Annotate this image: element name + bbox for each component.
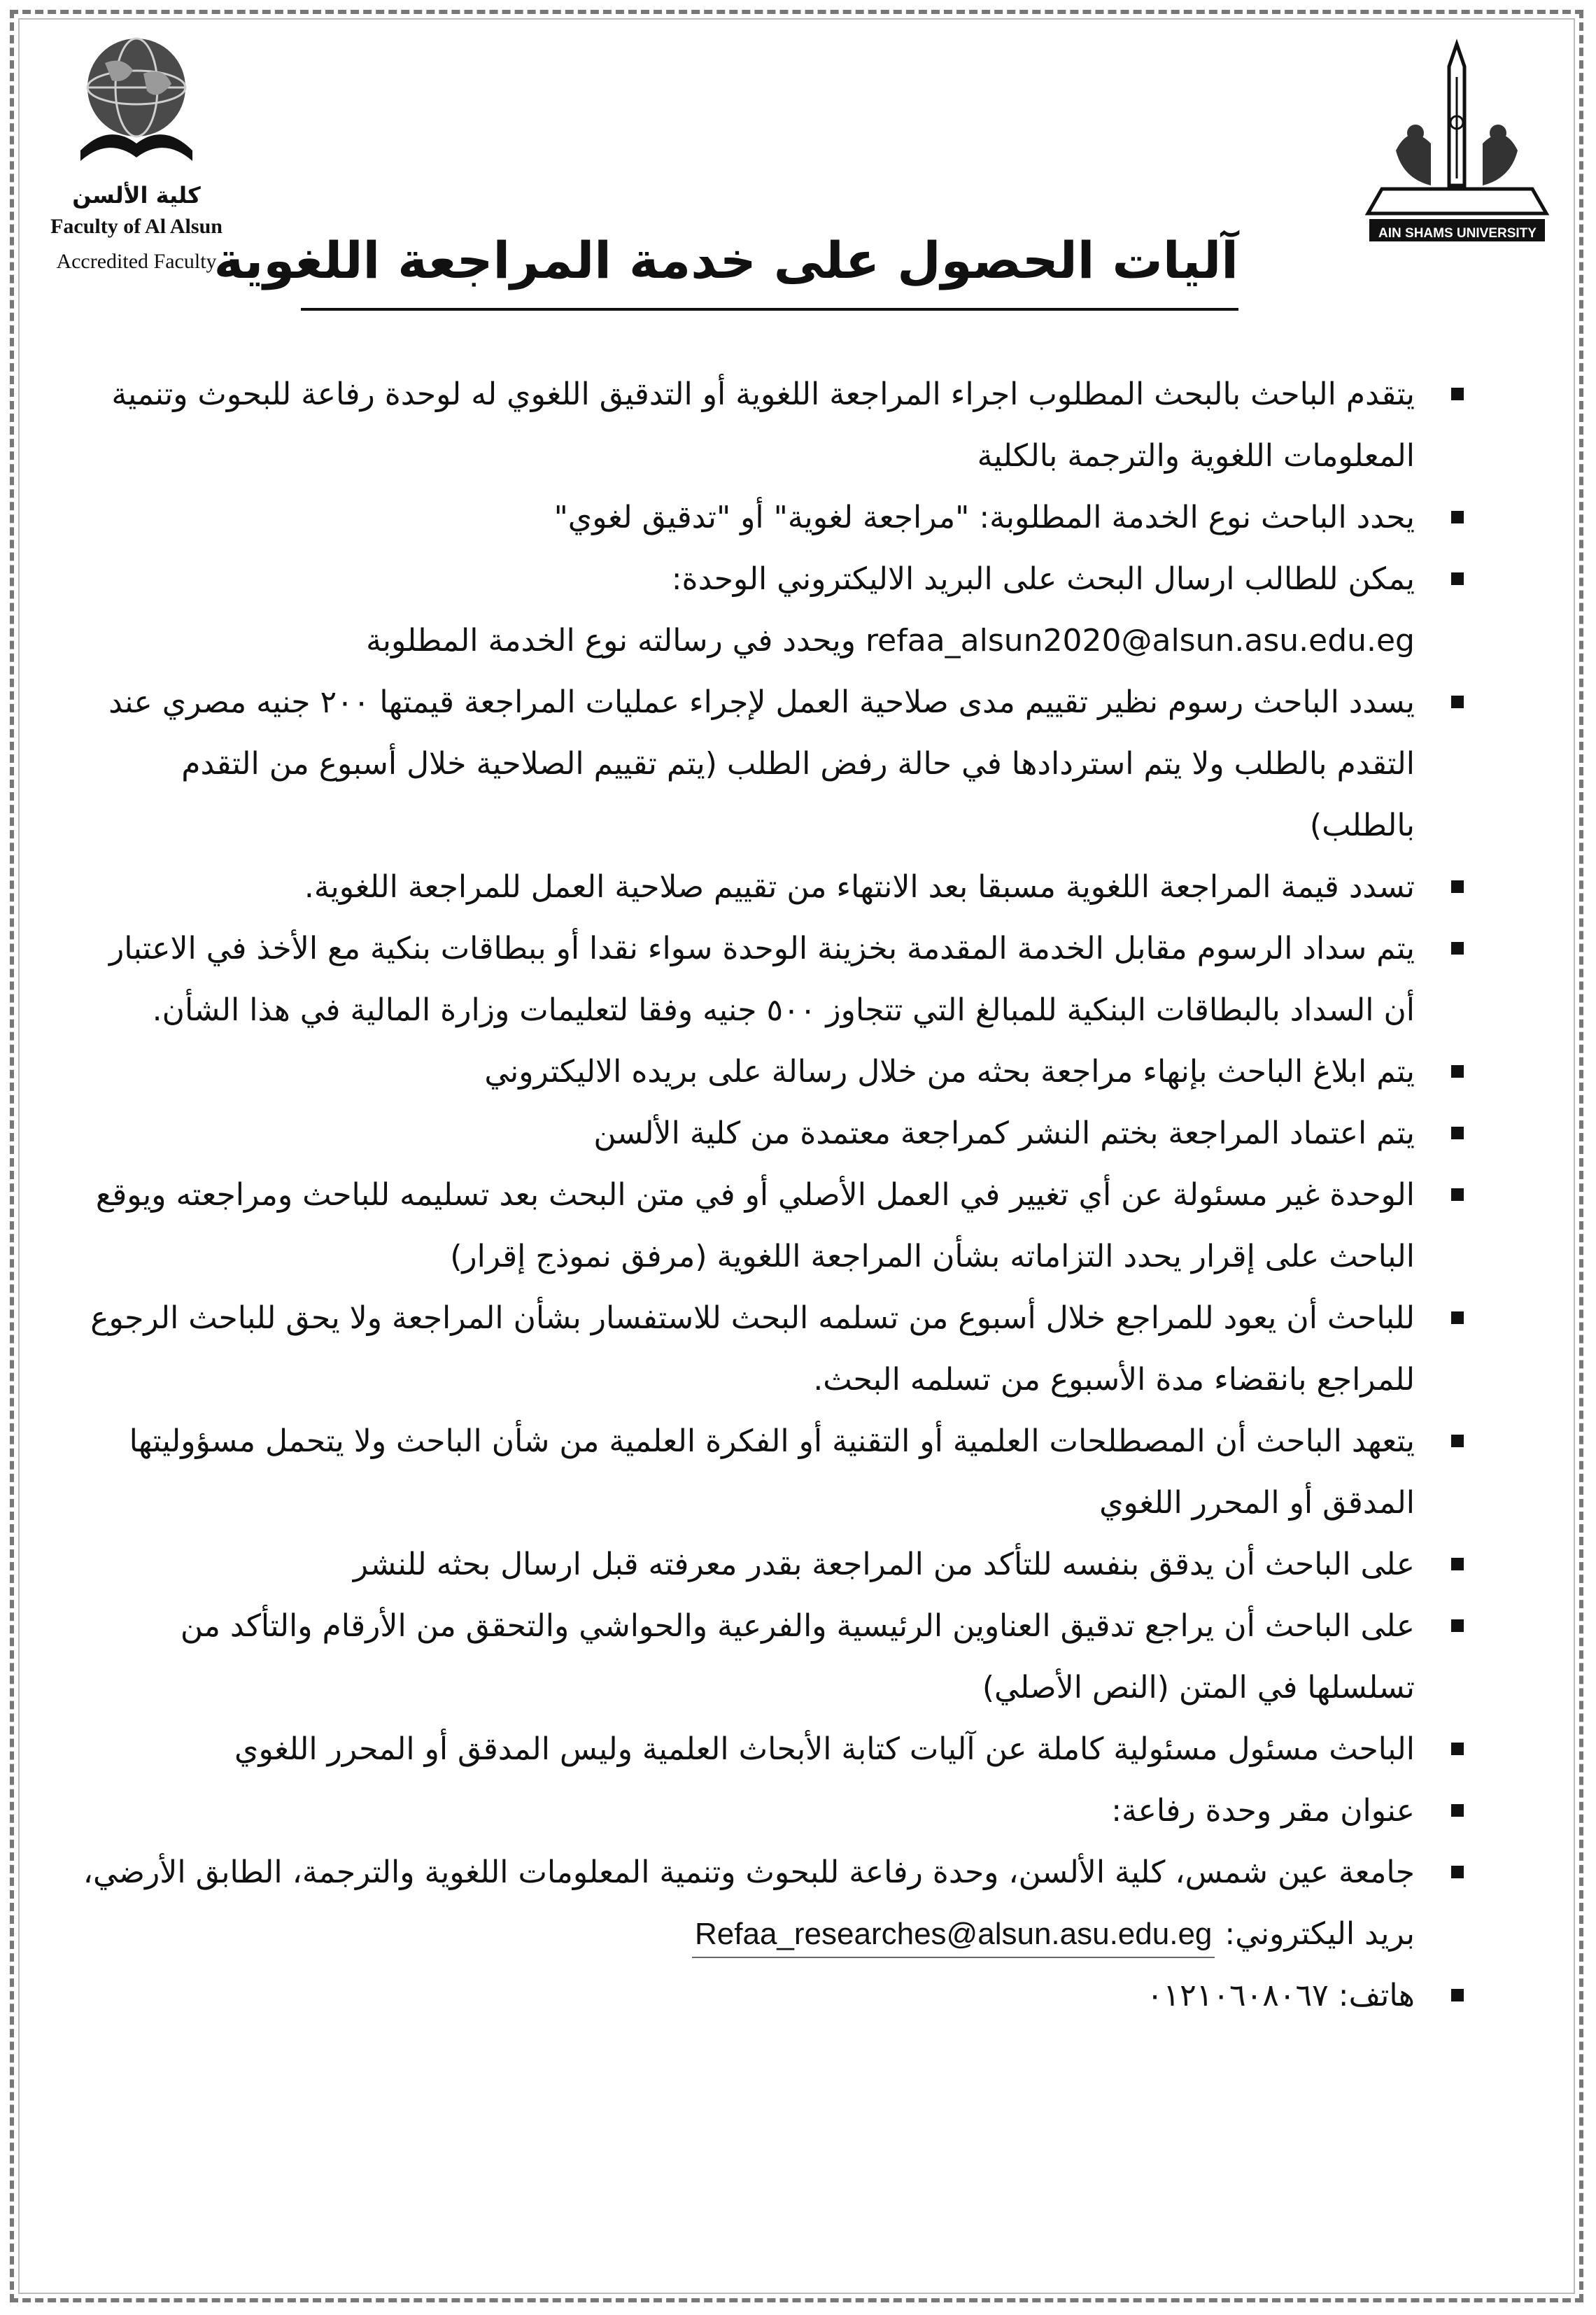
- item-text: عنوان مقر وحدة رفاعة:: [1111, 1793, 1415, 1829]
- globe-book-icon: [73, 31, 199, 171]
- list-item: [77, 918, 1469, 1041]
- square-bullet-icon: [1451, 1435, 1464, 1447]
- list-item: [77, 1780, 1469, 1842]
- square-bullet-icon: [1451, 696, 1464, 708]
- faculty-name-ar: كلية الألسن: [72, 182, 201, 209]
- square-bullet-icon: [1451, 1619, 1464, 1632]
- square-bullet-icon: [1451, 511, 1464, 523]
- item-text: على الباحث أن يراجع تدقيق العناوين الرئيسية والفرعية والحواشي والتحقق من الأرقام والتأكد من تسلسلها في المتن (النص الأصلي): [180, 1608, 1415, 1705]
- square-bullet-icon: [1451, 1188, 1464, 1201]
- list-item: [77, 1965, 1469, 2027]
- item-text: يتعهد الباحث أن المصطلحات العلمية أو التقنية أو الفكرة العلمية من شأن الباحث ولا يتحمل مسؤوليتها المدقق أو المحرر اللغوي: [129, 1423, 1415, 1521]
- list-item: [77, 1041, 1469, 1103]
- item-text: للباحث أن يعود للمراجع خلال أسبوع من تسلمه البحث للاستفسار بشأن المراجعة ولا يحق للباحث الرجوع للمراجع بانقضاء مدة الأسبوع من تسلمه البحث.: [90, 1300, 1415, 1398]
- faculty-accreditation: Accredited Faculty: [56, 250, 217, 273]
- list-item: [77, 1596, 1469, 1719]
- item-text: يتم سداد الرسوم مقابل الخدمة المقدمة بخزينة الوحدة سواء نقدا أو ببطاقات بنكية مع الأخذ في الاعتبار أن السداد بالبطاقات البنكية للمبالغ التي تتجاوز ٥٠٠ جنيه وفقا لتعليمات وزارة المالية في هذا الشأن.: [108, 931, 1415, 1028]
- square-bullet-icon: [1451, 1065, 1464, 1078]
- list-item: [77, 1288, 1469, 1411]
- university-logo: [1354, 38, 1560, 241]
- list-item: [77, 364, 1469, 487]
- procedures-list: [77, 364, 1469, 2027]
- university-name: AIN SHAMS UNIVERSITY: [1378, 226, 1537, 241]
- phone-number: ٠١٢١٠٦٠٨٠٦٧: [1146, 1978, 1329, 2013]
- title-underline: [301, 308, 1238, 311]
- square-bullet-icon: [1451, 1989, 1464, 2001]
- faculty-logo: [31, 31, 241, 276]
- research-email[interactable]: Refaa_researches@alsun.asu.edu.eg: [692, 1912, 1215, 1958]
- list-item: [77, 1164, 1469, 1288]
- item-text: يتم اعتماد المراجعة بختم النشر كمراجعة معتمدة من كلية الألسن: [593, 1116, 1415, 1151]
- square-bullet-icon: [1451, 1866, 1464, 1878]
- university-emblem-icon: [1354, 38, 1560, 241]
- list-item: [77, 672, 1469, 857]
- item-text: على الباحث أن يدقق بنفسه للتأكد من المراجعة بقدر معرفته قبل ارسال بحثه للنشر: [353, 1547, 1415, 1582]
- list-item: [77, 1719, 1469, 1780]
- list-item: [77, 857, 1469, 918]
- unit-email[interactable]: refaa_alsun2020@alsun.asu.edu.eg: [866, 623, 1415, 659]
- square-bullet-icon: [1451, 942, 1464, 955]
- square-bullet-icon: [1451, 388, 1464, 400]
- square-bullet-icon: [1451, 1311, 1464, 1324]
- item-text: الباحث مسئول مسئولية كاملة عن آليات كتابة الأبحاث العلمية وليس المدقق أو المحرر اللغوي: [234, 1731, 1415, 1767]
- square-bullet-icon: [1451, 572, 1464, 585]
- item-text: يحدد الباحث نوع الخدمة المطلوبة: "مراجعة لغوية" أو "تدقيق لغوي": [553, 500, 1415, 535]
- item-text: الوحدة غير مسئولة عن أي تغيير في العمل الأصلي أو في متن البحث بعد تسليمه للباحث ومراجعته ويوقع الباحث على إقرار يحدد التزاماته بشأن المراجعة اللغوية (مرفق نموذج إقرار): [95, 1177, 1415, 1274]
- list-item: [77, 1842, 1469, 1965]
- list-item: [77, 549, 1469, 672]
- item-text: يمكن للطالب ارسال البحث على البريد الاليكتروني الوحدة:: [671, 561, 1415, 597]
- faculty-name-en: Faculty of Al Alsun: [50, 215, 223, 238]
- item-text: جامعة عين شمس، كلية الألسن، وحدة رفاعة للبحوث وتنمية المعلومات اللغوية والترجمة، الطابق الأرضي، بريد اليكتروني:: [83, 1855, 1415, 1952]
- page-title: آليات الحصول على خدمة المراجعة اللغوية: [213, 231, 1238, 290]
- item-text: ويحدد في رسالته نوع الخدمة المطلوبة: [366, 623, 856, 659]
- list-item: [77, 1103, 1469, 1164]
- list-item: [77, 487, 1469, 549]
- list-item: [77, 1411, 1469, 1534]
- square-bullet-icon: [1451, 1743, 1464, 1755]
- square-bullet-icon: [1451, 880, 1464, 893]
- list-item: [77, 1534, 1469, 1596]
- item-text: يسدد الباحث رسوم نظير تقييم مدى صلاحية العمل لإجراء عمليات المراجعة قيمتها ٢٠٠ جنيه مصري عند التقدم بالطلب ولا يتم استردادها في حالة رفض الطلب (يتم تقييم الصلاحية خلال أسبوع من التقدم بالطلب): [108, 684, 1415, 843]
- item-text: تسدد قيمة المراجعة اللغوية مسبقا بعد الانتهاء من تقييم صلاحية العمل للمراجعة اللغوية.: [304, 869, 1415, 905]
- square-bullet-icon: [1451, 1804, 1464, 1817]
- phone-label: هاتف:: [1338, 1978, 1415, 2013]
- square-bullet-icon: [1451, 1558, 1464, 1570]
- item-text: يتم ابلاغ الباحث بإنهاء مراجعة بحثه من خلال رسالة على بريده الاليكتروني: [484, 1054, 1415, 1090]
- square-bullet-icon: [1451, 1127, 1464, 1139]
- item-text: يتقدم الباحث بالبحث المطلوب اجراء المراجعة اللغوية أو التدقيق اللغوي له لوحدة رفاعة للبحوث وتنمية المعلومات اللغوية والترجمة بالكلية: [111, 377, 1415, 474]
